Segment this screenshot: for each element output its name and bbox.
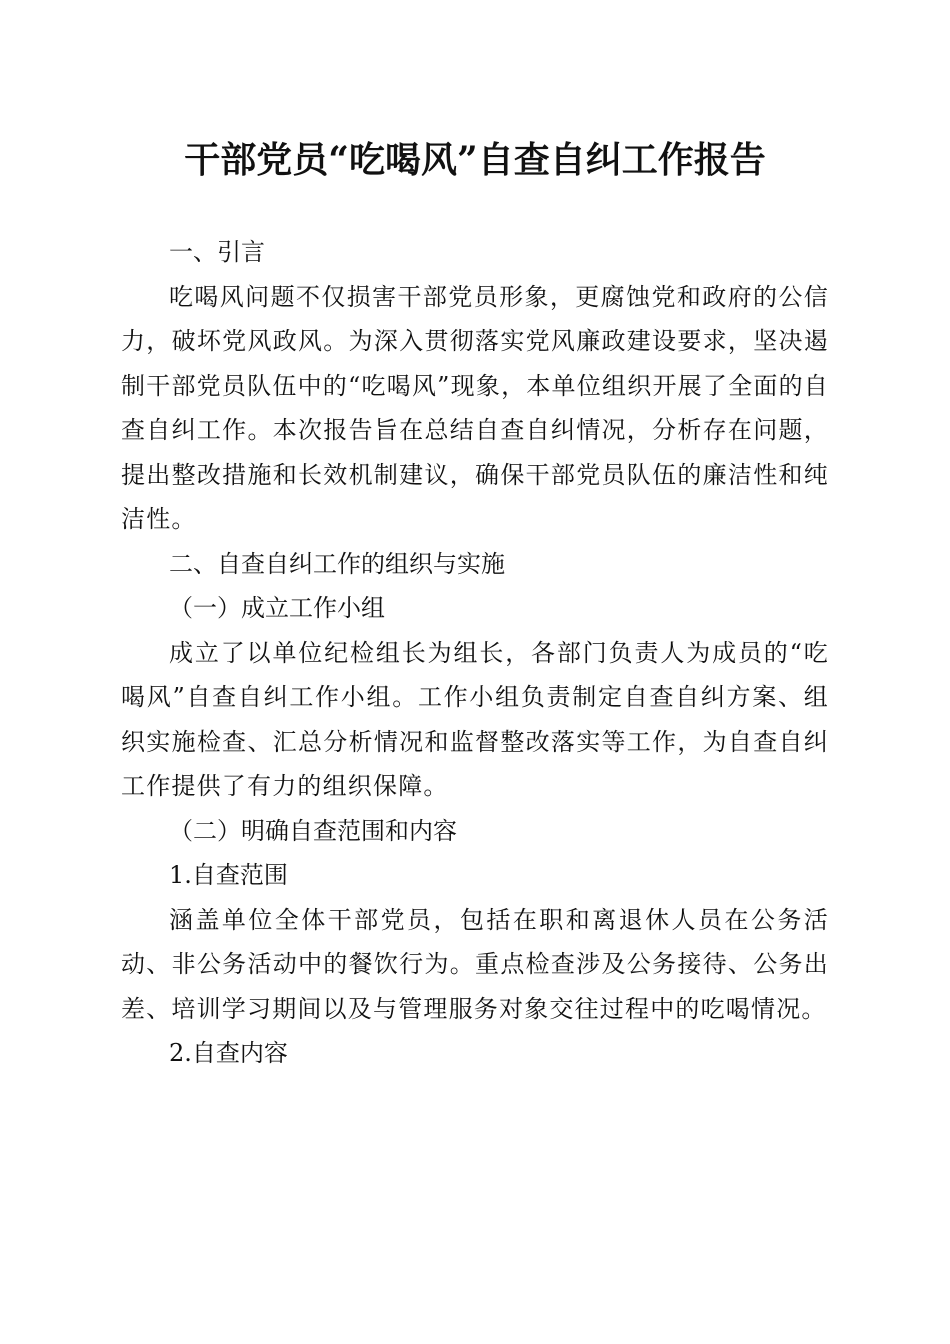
document-title: 干部党员“吃喝风”自查自纠工作报告 (184, 139, 766, 181)
paragraph-work-group: 成立了以单位纪检组长为组长，各部门负责人为成员的“吃喝风”自查自纠工作小组。工作小组负责制定自查自纠方案、组织实施检查、汇总分析情况和监督整改落实等工作，为自查自纠工作提供了有力的组织保障。 (121, 638, 829, 800)
list-item-content: 2.自查内容 (169, 1039, 288, 1067)
paragraph-scope: 涵盖单位全体干部党员，包括在职和离退休人员在公务活动、非公务活动中的餐饮行为。重点检查涉及公务接待、公务出差、培训学习期间以及与管理服务对象交往过程中的吃喝情况。 (121, 905, 829, 1023)
section-heading-intro: 一、引言 (169, 238, 265, 266)
subsection-heading-work-group: （一）成立工作小组 (169, 594, 385, 622)
document-body (121, 230, 829, 1076)
list-item-scope: 1.自查范围 (169, 861, 288, 889)
section-heading-organization: 二、自查自纠工作的组织与实施 (169, 549, 505, 578)
paragraph-intro: 吃喝风问题不仅损害干部党员形象，更腐蚀党和政府的公信力，破坏党风政风。为深入贯彻落实党风廉政建设要求，坚决遏制干部党员队伍中的“吃喝风”现象，本单位组织开展了全面的自查自纠工作。本次报告旨在总结自查自纠情况，分析存在问题，提出整改措施和长效机制建议，确保干部党员队伍的廉洁性和纯洁性。 (121, 282, 829, 533)
subsection-heading-scope: （二）明确自查范围和内容 (169, 816, 457, 845)
